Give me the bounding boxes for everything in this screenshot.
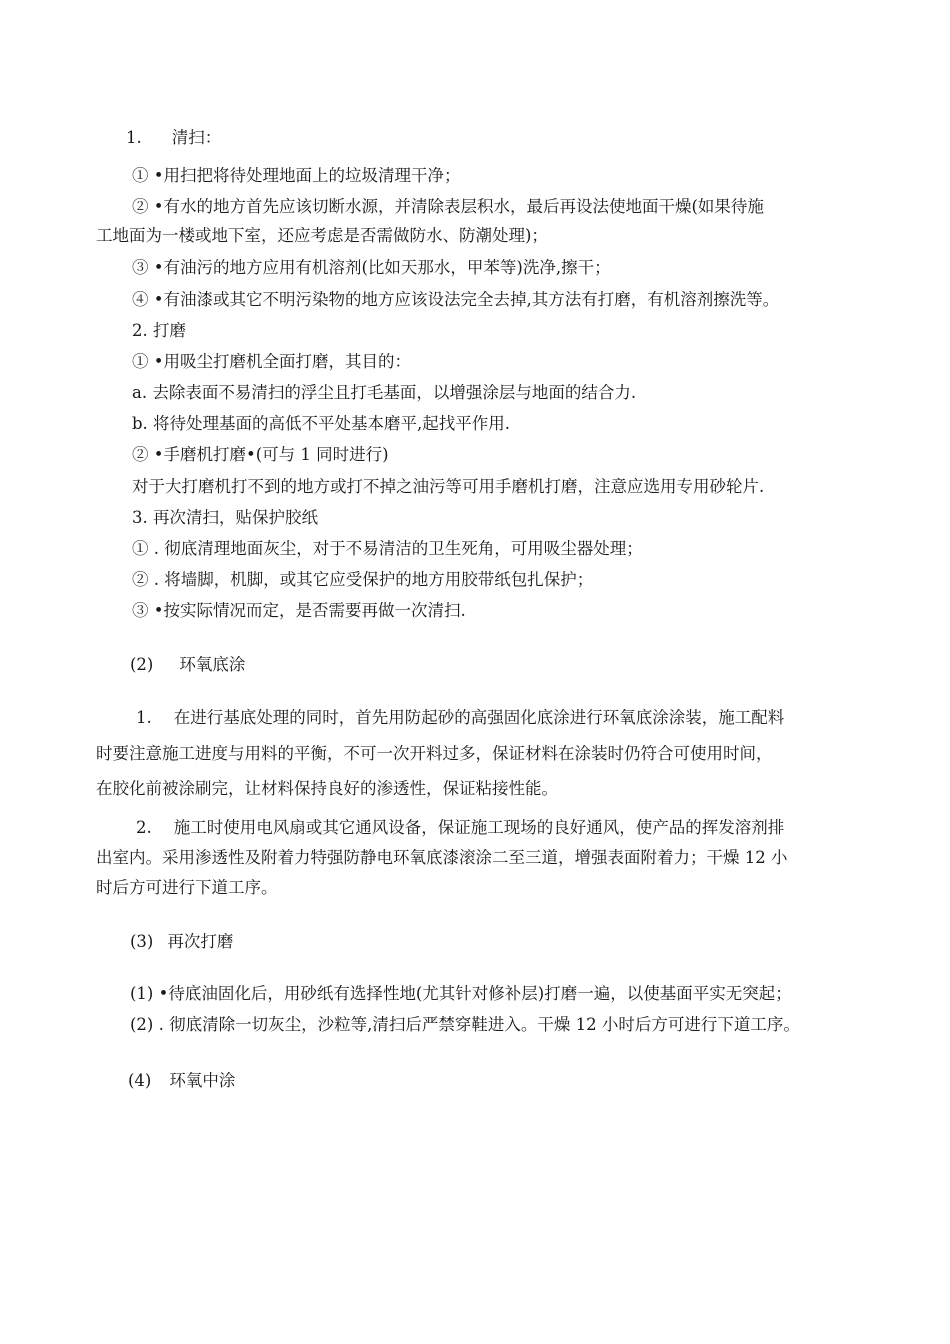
heading-text: 清扫：	[171, 128, 222, 147]
list-item: (1) •待底油固化后，用砂纸有选择性地(尤其针对修补层)打磨一遍，以使基面平实无突起；	[130, 984, 792, 1003]
heading-number: (3)	[130, 932, 154, 951]
heading-text: 环氧中涂	[169, 1071, 236, 1090]
heading-number: (4)	[128, 1071, 152, 1090]
list-item: ① •用扫把将待处理地面上的垃圾清理干净；	[132, 166, 461, 185]
list-item: ③ •按实际情况而定，是否需要再做一次清扫.	[132, 601, 466, 620]
list-item: ④ •有油漆或其它不明污染物的地方应该设法完全去掉,其方法有打磨，有机溶剂擦洗等。	[132, 290, 780, 309]
list-item: ② . 将墙脚，机脚，或其它应受保护的地方用胶带纸包扎保护；	[132, 570, 594, 589]
list-item: a. 去除表面不易清扫的浮尘且打毛基面，以增强涂层与地面的结合力.	[132, 383, 637, 402]
heading-text: 环氧底涂	[179, 655, 246, 674]
list-item-continuation: 工地面为一楼或地下室，还应考虑是否需做防水、防潮处理)；	[96, 226, 548, 245]
paragraph-line	[136, 708, 784, 728]
list-item: (2) . 彻底清除一切灰尘，沙粒等,清扫后严禁穿鞋进入。干燥 12 小时后方可进行下道工序。	[130, 1015, 800, 1034]
list-item: ② •有水的地方首先应该切断水源，并清除表层积水，最后再设法使地面干燥(如果待施	[132, 197, 764, 216]
paragraph-text: 施工时使用电风扇或其它通风设备，保证施工现场的良好通风，使产品的挥发溶剂排	[173, 818, 785, 837]
paragraph-line: 在胶化前被涂刷完，让材料保持良好的渗透性，保证粘接性能。	[96, 779, 558, 798]
heading-number: (2)	[130, 655, 154, 674]
paragraph-line: 时后方可进行下道工序。	[96, 878, 278, 897]
list-item: ③ •有油污的地方应用有机溶剂(比如天那水，甲苯等)洗净,擦干；	[132, 258, 611, 277]
list-item: ② •手磨机打磨•(可与 1 同时进行)	[132, 445, 389, 464]
section-1-heading	[126, 128, 221, 148]
section-2-heading: 2. 打磨	[132, 321, 186, 340]
regrind-heading	[130, 932, 233, 952]
paragraph-line	[136, 818, 784, 838]
list-item: ① . 彻底清理地面灰尘，对于不易清洁的卫生死角，可用吸尘器处理；	[132, 539, 643, 558]
heading-number: 1.	[126, 128, 142, 147]
paragraph-line: 出室内。采用渗透性及附着力特强防静电环氧底漆滚涂二至三道，增强表面附着力；干燥 12 小	[96, 848, 788, 867]
section-3-heading: 3. 再次清扫，贴保护胶纸	[132, 508, 318, 527]
list-item: b. 将待处理基面的高低不平处基本磨平,起找平作用.	[132, 414, 511, 433]
paragraph-number: 1.	[136, 708, 152, 727]
paragraph-number: 2.	[136, 818, 152, 837]
list-item: ① •用吸尘打磨机全面打磨，其目的：	[132, 352, 411, 371]
paragraph-text: 在进行基底处理的同时，首先用防起砂的高强固化底涂进行环氧底涂涂装，施工配料	[173, 708, 785, 727]
primer-heading	[130, 655, 245, 675]
list-item: 对于大打磨机打不到的地方或打不掉之油污等可用手磨机打磨，注意应选用专用砂轮片.	[132, 477, 765, 496]
heading-text: 再次打磨	[167, 932, 234, 951]
paragraph-line: 时要注意施工进度与用料的平衡，不可一次开料过多，保证材料在涂装时仍符合可使用时间，	[96, 744, 773, 763]
midcoat-heading	[128, 1071, 235, 1091]
